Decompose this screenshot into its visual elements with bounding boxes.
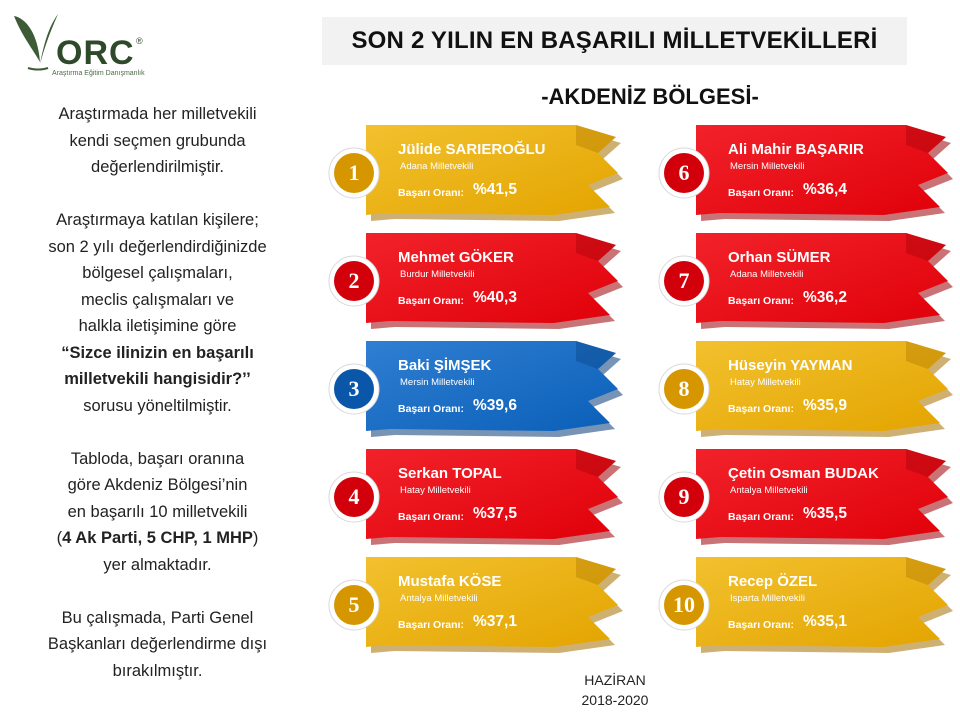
success-rate-label: Başarı Oranı: <box>398 187 464 199</box>
success-rate-label: Başarı Oranı: <box>728 295 794 307</box>
intro-line: son 2 yılı değerlendirdiğinizde <box>48 237 267 256</box>
mp-name: Baki ŞİMŞEK <box>398 357 492 374</box>
mp-region: Mersin Milletvekili <box>730 161 805 172</box>
success-rate-value: %40,3 <box>473 289 517 306</box>
success-rate-value: %35,9 <box>803 397 847 414</box>
mp-region: Hatay Milletvekili <box>400 485 471 496</box>
intro-line: Başkanları değerlendirme dışı <box>47 635 268 653</box>
success-rate-value: %36,4 <box>803 181 847 198</box>
intro-line: bölgesel çalışmaları, <box>82 264 233 282</box>
mp-region: Antalya Milletvekili <box>730 485 808 496</box>
mp-name: Recep ÖZEL <box>728 573 818 590</box>
intro-line: değerlendirilmiştir. <box>91 158 224 176</box>
success-rate-value: %37,1 <box>473 613 517 630</box>
rank-number: 10 <box>673 592 695 617</box>
date-footer <box>560 670 670 710</box>
success-rate-value: %35,1 <box>803 613 847 630</box>
mp-card <box>328 341 628 436</box>
intro-line: Tabloda, başarı oranına <box>70 449 245 468</box>
mp-name: Orhan SÜMER <box>728 249 831 266</box>
rank-number: 9 <box>678 484 690 509</box>
intro-line: meclis çalışmaları ve <box>80 290 235 309</box>
success-rate-label: Başarı Oranı: <box>728 619 794 631</box>
intro-line: göre Akdeniz Bölgesi’nin <box>67 476 248 494</box>
party-breakdown: (4 Ak Parti, 5 CHP, 1 MHP) <box>56 529 259 547</box>
mp-name: Serkan TOPAL <box>398 465 502 482</box>
success-rate-value: %35,5 <box>803 505 847 522</box>
rank-number: 5 <box>348 592 360 617</box>
mp-card <box>658 449 958 544</box>
mp-card <box>658 233 958 328</box>
intro-line: Bu çalışmada, Parti Genel <box>61 608 254 627</box>
mp-card <box>658 557 958 652</box>
mp-region: Hatay Milletvekili <box>730 377 801 388</box>
success-rate-label: Başarı Oranı: <box>398 511 464 523</box>
intro-line: Araştırmada her milletvekili <box>58 105 257 123</box>
intro-line: kendi seçmen grubunda <box>69 131 246 150</box>
intro-line: bırakılmıştır. <box>112 661 203 680</box>
logo-subtitle: Araştırma Eğitim Danışmanlık <box>52 70 145 77</box>
logo-text: ORC <box>56 34 135 72</box>
mp-card <box>658 125 958 220</box>
mp-name: Jülide SARIEROĞLU <box>398 141 546 158</box>
survey-question: milletvekili hangisidir?’’ <box>64 370 251 388</box>
success-rate-label: Başarı Oranı: <box>398 403 464 415</box>
success-rate-label: Başarı Oranı: <box>398 295 464 307</box>
success-rate-value: %36,2 <box>803 289 847 306</box>
party-breakdown-bold: 4 Ak Parti, 5 CHP, 1 MHP <box>62 529 253 547</box>
region-subtitle: -AKDENİZ BÖLGESİ- <box>541 84 759 109</box>
mp-card <box>328 449 628 544</box>
mp-card <box>658 341 958 436</box>
mp-name: Mehmet GÖKER <box>398 249 514 266</box>
success-rate-value: %41,5 <box>473 181 517 198</box>
intro-line: sorusu yöneltilmiştir. <box>83 396 232 415</box>
footer-years: 2018-2020 <box>581 692 649 708</box>
rank-number: 8 <box>678 376 690 401</box>
success-rate-value: %37,5 <box>473 505 517 522</box>
survey-question: “Sizce ilinizin en başarılı <box>61 343 254 362</box>
rank-number: 2 <box>348 268 360 293</box>
logo-registered-mark: ® <box>136 36 143 46</box>
rank-number: 3 <box>348 376 360 401</box>
rank-number: 7 <box>678 268 690 293</box>
intro-text <box>20 101 295 684</box>
success-rate-label: Başarı Oranı: <box>728 187 794 199</box>
success-rate-value: %39,6 <box>473 397 517 414</box>
intro-line: Araştırmaya katılan kişilere; <box>56 211 259 229</box>
mp-name: Hüseyin YAYMAN <box>728 357 853 374</box>
mp-region: Adana Milletvekili <box>730 269 804 280</box>
mp-region: Mersin Milletvekili <box>400 377 475 388</box>
orc-logo <box>8 8 158 80</box>
page-title: SON 2 YILIN EN BAŞARILI MİLLETVEKİLLERİ <box>351 27 878 54</box>
mp-name: Ali Mahir BAŞARIR <box>728 141 864 158</box>
mp-card <box>328 557 628 652</box>
mp-region: Isparta Milletvekili <box>730 593 805 604</box>
mp-name: Mustafa KÖSE <box>398 573 502 590</box>
mp-card <box>328 233 628 328</box>
mp-region: Burdur Milletvekili <box>400 269 475 280</box>
success-rate-label: Başarı Oranı: <box>728 403 794 415</box>
rank-number: 6 <box>678 160 690 185</box>
mp-region: Adana Milletvekili <box>400 161 474 172</box>
success-rate-label: Başarı Oranı: <box>398 619 464 631</box>
footer-month: HAZİRAN <box>584 672 646 688</box>
intro-line: halkla iletişimine göre <box>78 317 237 335</box>
intro-line: en başarılı 10 milletvekili <box>67 502 248 521</box>
mp-name: Çetin Osman BUDAK <box>728 465 879 482</box>
title-banner <box>322 17 907 65</box>
intro-line: yer almaktadır. <box>103 555 212 574</box>
rank-number: 1 <box>348 160 360 185</box>
rank-number: 4 <box>348 484 360 509</box>
mp-card <box>328 125 628 220</box>
mp-region: Antalya Milletvekili <box>400 593 478 604</box>
success-rate-label: Başarı Oranı: <box>728 511 794 523</box>
